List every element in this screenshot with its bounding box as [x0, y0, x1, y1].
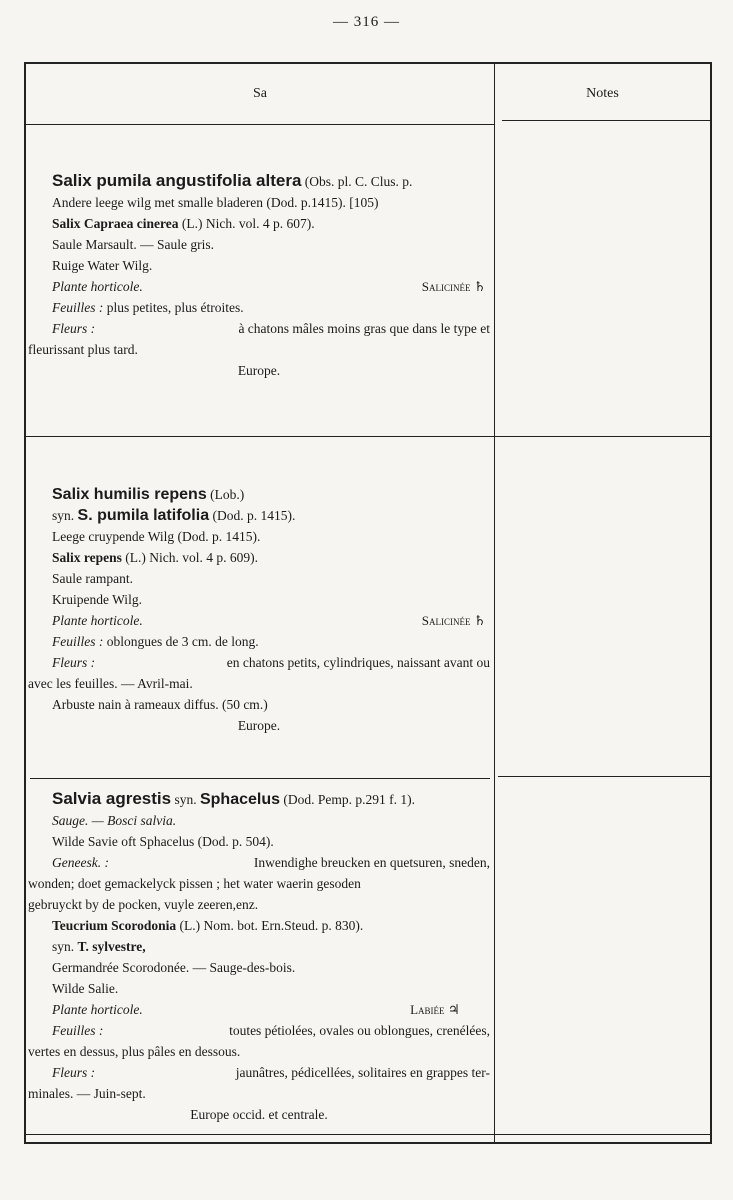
region: Europe. [237, 718, 281, 733]
related-species-synonym: T. sylvestre, [77, 939, 146, 954]
notes-separator [498, 776, 710, 777]
flowers-description-cont: fleurissant plus tard. [28, 342, 138, 357]
plant-type: Plante horticole. [52, 1002, 143, 1017]
flowers-description-cont: avec les feuilles. — Avril-mai. [28, 676, 193, 691]
leaves-label: Feuilles : [52, 300, 104, 315]
habit-description: Arbuste nain à rameaux diffus. (50 cm.) [52, 697, 268, 712]
leaves-description: toutes pétiolées, ovales ou oblongues, crenélées, [229, 1023, 490, 1038]
leaves-label: Feuilles : [52, 1023, 104, 1038]
leaves-description: oblongues de 3 cm. de long. [106, 634, 259, 649]
flowers-label: Fleurs : [52, 1065, 96, 1080]
flowers-label: Fleurs : [52, 655, 96, 670]
french-name: Saule Marsault. — Saule gris. [52, 237, 214, 252]
dutch-name: Wilde Savie oft Sphacelus (Dod. p. 504). [52, 834, 274, 849]
entry-salvia-agrestis [28, 788, 490, 1125]
entry-separator [26, 436, 710, 437]
related-species-name: Teucrium Scorodonia [52, 918, 177, 933]
french-name-secondary: Germandrée Scorodonée. — Sauge-des-bois. [52, 960, 296, 975]
flowers-label: Fleurs : [52, 321, 96, 336]
shrub-symbol-icon: ♄ [473, 279, 486, 294]
entry-salix-pumila-angustifolia [28, 170, 490, 381]
region: Europe. [237, 363, 281, 378]
plant-family: Salicinée [421, 279, 471, 294]
plant-type: Plante horticole. [52, 279, 143, 294]
synonym-prefix: syn. [52, 508, 75, 523]
linnaean-reference: (L.) Nich. vol. 4 p. 609). [125, 550, 258, 565]
medicinal-description: Inwendighe breucken en quetsuren, sneden, [253, 855, 490, 870]
medicinal-label: Geneesk. : [52, 855, 109, 870]
dutch-name: Andere leege wilg met smalle bladeren (Dod. p.1415). [105) [52, 195, 379, 210]
perennial-symbol-icon: ♃ [447, 1002, 460, 1017]
linnaean-name: Salix repens [52, 550, 122, 565]
entry-separator [30, 778, 490, 779]
synonym-prefix: syn. [52, 939, 75, 954]
dutch-common-name: Kruipende Wilg. [52, 592, 142, 607]
synonym-name: Sphacelus [199, 791, 280, 808]
dutch-common-name: Ruige Water Wilg. [52, 258, 153, 273]
plant-type: Plante horticole. [52, 613, 143, 628]
column-header-notes: Notes [586, 86, 619, 101]
herbarium-table [24, 62, 712, 1144]
region: Europe occid. et centrale. [190, 1107, 328, 1122]
synonym-name: Salix Capraea cinerea [52, 216, 179, 231]
page-number: — 316 — [333, 14, 400, 30]
medicinal-description-cont: gebruyckt by de pocken, vuyle zeeren,enz. [28, 897, 259, 912]
entry-salix-humilis-repens [28, 484, 490, 736]
header-rule-main [26, 124, 494, 125]
synonym-name: S. pumila latifolia [77, 507, 210, 524]
leaves-description-cont: vertes en dessus, plus pâles en dessous. [28, 1044, 241, 1059]
entry-reference: (Obs. pl. C. Clus. p. [304, 174, 413, 189]
french-name: Sauge. — Bosci salvia. [52, 813, 177, 828]
related-species-reference: (L.) Nom. bot. Ern.Steud. p. 830). [179, 918, 364, 933]
shrub-symbol-icon: ♄ [473, 613, 486, 628]
plant-family: Labiée [410, 1002, 445, 1017]
table-bottom-rule [26, 1134, 710, 1135]
flowers-description-cont: minales. — Juin-sept. [28, 1086, 146, 1101]
medicinal-description-cont: wonden; doet gemackelyck pissen ; het water waerin gesoden [28, 876, 361, 891]
plant-family: Salicinée [421, 613, 471, 628]
synonym-reference: (Dod. p. 1415). [212, 508, 296, 523]
synonym-reference: (L.) Nich. vol. 4 p. 607). [181, 216, 315, 231]
entry-title: Salix humilis repens [52, 486, 207, 503]
entry-reference: (Lob.) [210, 487, 245, 502]
dutch-name: Leege cruypende Wilg (Dod. p. 1415). [52, 529, 261, 544]
entry-title: Salvia agrestis [52, 789, 172, 808]
dutch-common-name: Wilde Salie. [52, 981, 119, 996]
entry-title: Salix pumila angustifolia altera [52, 171, 302, 190]
leaves-description: plus petites, plus étroites. [106, 300, 244, 315]
french-name: Saule rampant. [52, 571, 133, 586]
leaves-label: Feuilles : [52, 634, 104, 649]
flowers-description: jaunâtres, pédicellées, solitaires en grappes ter- [235, 1065, 490, 1080]
entry-reference: (Dod. Pemp. p.291 f. 1). [283, 792, 415, 807]
column-divider [494, 64, 495, 1142]
flowers-description: en chatons petits, cylindriques, naissant avant ou [226, 655, 490, 670]
column-header-main: Sa [253, 86, 267, 101]
flowers-description: à chatons mâles moins gras que dans le type et [238, 321, 490, 336]
synonym-prefix: syn. [174, 792, 197, 807]
header-rule-notes [502, 120, 710, 121]
